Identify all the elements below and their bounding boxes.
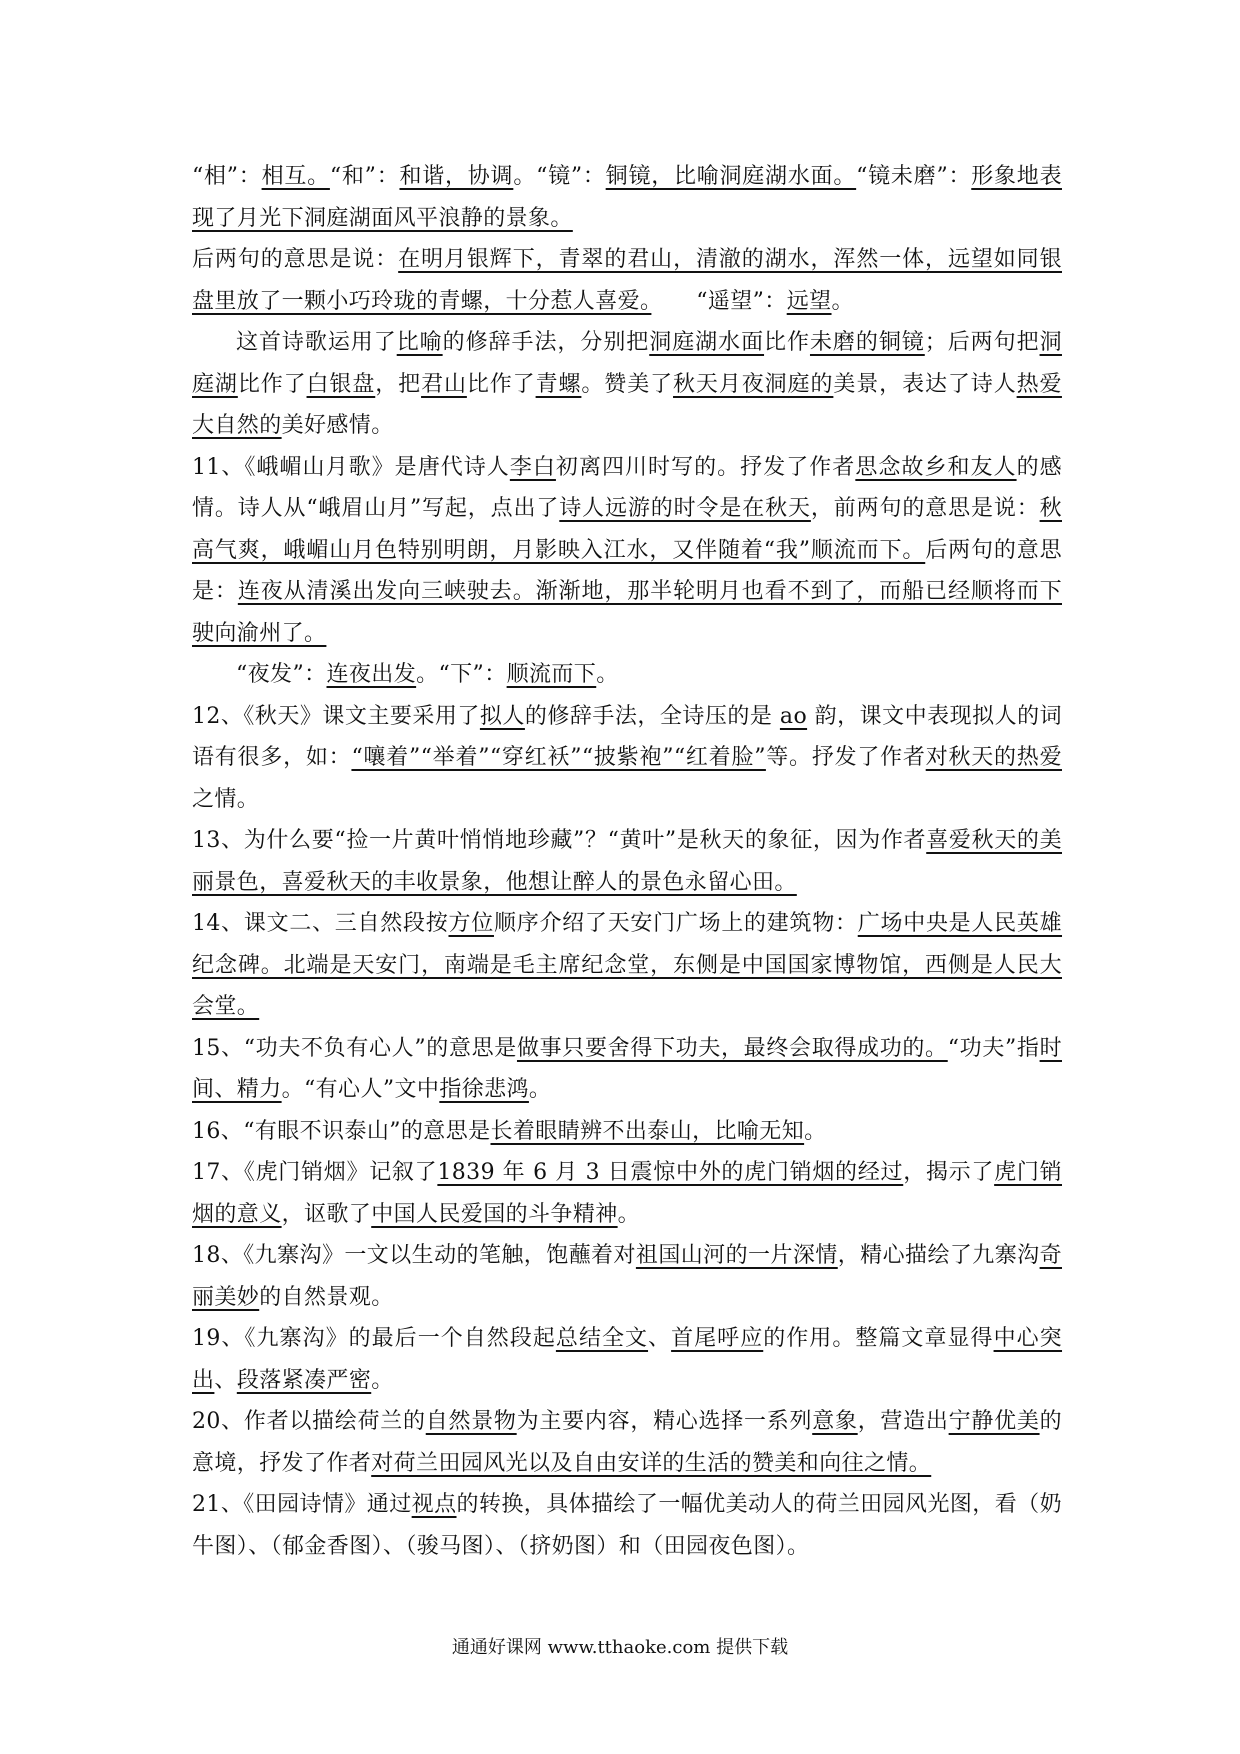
underlined-answer: 相互。	[261, 164, 330, 189]
paragraph-text: 13、为什么要“捡一片黄叶悄悄地珍藏”？“黄叶”是秋天的象征，因为作者	[192, 828, 927, 853]
paragraph	[192, 1111, 1062, 1153]
paragraph-text: 的转换，具体描绘了一幅优美动人的荷兰田园风光图，看（奶牛图）、（郁金香图）、（骏马图）、（挤奶图）和（田园夜色图）。	[192, 1492, 1062, 1559]
paragraph	[192, 447, 1062, 655]
paragraph-text: 韵，课文中表现拟人的词语有很多，如：	[192, 703, 1062, 770]
underlined-answer: ao	[779, 703, 808, 729]
paragraph-text: “和”：	[329, 164, 400, 189]
paragraph-text: 这首诗歌运用了	[236, 330, 397, 355]
paragraph-text: 、	[214, 1367, 237, 1393]
underlined-answer: 自然景物	[425, 1409, 517, 1434]
paragraph-text: 比作了	[237, 371, 307, 397]
paragraph-text: 的感情。诗人从“峨眉山月”写起，点出了	[192, 454, 1063, 521]
underlined-answer: 段落紧凑严密	[236, 1367, 372, 1393]
paragraph	[192, 820, 1062, 903]
paragraph	[192, 322, 1062, 447]
underlined-answer: 拟人	[479, 703, 525, 729]
underlined-answer: 形象地表现了月光下洞庭湖面风平浪静的景象。	[192, 164, 1062, 231]
underlined-answer: 意象	[812, 1409, 858, 1434]
paragraph-text: “镜未磨”：	[856, 164, 972, 189]
underlined-answer: 总结全文	[555, 1326, 649, 1351]
paragraph-text: 美好感情。	[281, 413, 394, 438]
paragraph-text: 的作用。整篇文章显得	[763, 1326, 994, 1351]
paragraph-text: 。	[804, 1118, 827, 1144]
paragraph-text: ；后两句把	[924, 330, 1040, 355]
underlined-answer: 连夜从清溪出发向三峡驶去。渐渐地，那半轮明月也看不到了，而船已经顺将而下驶向渝州了。	[192, 579, 1062, 646]
paragraph-text: 14、课文二、三自然段按	[192, 911, 449, 936]
underlined-answer: 思念故乡和友人	[855, 454, 1017, 480]
paragraph-text: 之情。	[192, 786, 260, 812]
paragraph-text: ，精心描绘了九寨沟	[837, 1243, 1040, 1268]
paragraph-text: 比作	[764, 330, 810, 355]
underlined-answer: 热爱大自然的	[192, 371, 1062, 438]
underlined-answer: 顺流而下	[506, 662, 597, 687]
paragraph-text: 。	[371, 1367, 394, 1393]
paragraph-text: 19、《九寨沟》的最后一个自然段起	[192, 1326, 556, 1351]
underlined-answer: 视点	[411, 1492, 457, 1517]
paragraph	[192, 696, 1062, 821]
paragraph-text: “夜发”：	[236, 662, 327, 687]
paragraph-text: ，营造出	[857, 1409, 949, 1434]
document-body	[192, 156, 1062, 1567]
paragraph	[192, 1235, 1062, 1318]
underlined-answer: 比喻	[396, 330, 443, 355]
paragraph-text: 17、《虎门销烟》记叙了	[192, 1160, 438, 1185]
underlined-answer: 李白	[509, 454, 556, 480]
paragraph-text: ，把	[375, 371, 422, 397]
paragraph-text: 。	[617, 1201, 641, 1227]
paragraph	[192, 1484, 1062, 1567]
underlined-answer: 未磨的铜镜	[809, 330, 925, 355]
paragraph-text: 美景，表达了诗人	[833, 371, 1017, 397]
paragraph	[192, 1401, 1062, 1484]
paragraph-text: 15、“功夫不负有心人”的意思是	[192, 1035, 517, 1061]
underlined-answer: 洞庭湖水面	[649, 330, 765, 355]
paragraph-text: 。	[831, 288, 854, 314]
underlined-answer: 君山	[421, 371, 467, 397]
paragraph-text: 。赞美了	[581, 371, 674, 397]
underlined-answer: 首尾呼应	[671, 1326, 764, 1351]
underlined-answer: 远望	[786, 288, 832, 314]
paragraph-text: 。“镜”：	[513, 164, 606, 189]
paragraph-text: 初离四川时写的。抒发了作者	[555, 454, 856, 480]
paragraph-text: 11、《峨嵋山月歌》是唐代诗人	[192, 454, 510, 480]
underlined-answer: 中心突出	[192, 1326, 1063, 1393]
paragraph	[192, 903, 1062, 1028]
underlined-answer: 和谐，协调	[399, 164, 514, 189]
paragraph-text: 比作了	[466, 371, 536, 397]
underlined-answer: 对荷兰田园风光以及自由安详的生活的赞美和向往之情。	[371, 1450, 932, 1476]
paragraph-text: 的修辞手法，全诗压的是	[524, 703, 780, 729]
underlined-answer: 对秋天的热爱	[925, 745, 1062, 770]
page-footer: 通通好课网 www.tthaoke.com 提供下载	[451, 1637, 789, 1658]
paragraph-text: “功夫”指	[947, 1035, 1040, 1061]
paragraph-text: 、	[648, 1326, 672, 1351]
underlined-answer: 秋天月夜洞庭的	[673, 371, 834, 397]
paragraph-text: 。“有心人”文中	[281, 1077, 440, 1102]
paragraph-text: “相”：	[192, 164, 262, 189]
paragraph-text: 21、《田园诗情》通过	[192, 1492, 412, 1517]
paragraph-text: ，前两句的意思是说：	[810, 496, 1040, 521]
paragraph-text: 。	[528, 1077, 552, 1102]
underlined-answer: 方位	[448, 911, 494, 936]
underlined-answer: 做事只要舍得下功夫，最终会取得成功的。	[516, 1035, 948, 1061]
underlined-answer: 喜爱秋天的美丽景色，喜爱秋天的丰收景象，他想让醉人的景色永留心田。	[192, 828, 1062, 895]
underlined-answer: 白银盘	[306, 371, 376, 397]
underlined-answer: 时间、精力	[192, 1035, 1062, 1102]
underlined-answer: 指徐悲鸿	[439, 1077, 529, 1102]
paragraph-text: ，讴歌了	[281, 1201, 372, 1227]
paragraph-text: 20、作者以描绘荷兰的	[192, 1409, 426, 1434]
underlined-answer: 洞庭湖	[192, 330, 1062, 397]
paragraph-text: 后两句的意思是说：	[192, 247, 399, 272]
paragraph-text: 后两句的意思是：	[192, 537, 1062, 604]
paragraph-text: 的修辞手法，分别把	[442, 330, 650, 355]
underlined-answer: 1839 年 6 月 3 日震惊中外的虎门销烟的经过	[437, 1160, 904, 1185]
underlined-answer: 祖国山河的一片深情	[635, 1243, 838, 1268]
underlined-answer: 奇丽美妙	[192, 1243, 1062, 1310]
underlined-answer: 秋高气爽，峨嵋山月色特别明朗，月影映入江水，又伴随着“我”顺流而下。	[192, 496, 1062, 563]
paragraph-text: ，揭示了	[903, 1160, 995, 1185]
underlined-answer: 中国人民爱国的斗争精神	[371, 1201, 618, 1227]
paragraph-text: 。“下”：	[416, 662, 507, 687]
paragraph-text: 12、《秋天》课文主要采用了	[192, 703, 480, 729]
underlined-answer: 长着眼睛辨不出泰山，比喻无知	[490, 1118, 805, 1144]
paragraph	[192, 156, 1062, 239]
underlined-answer: 青螺	[535, 371, 582, 397]
paragraph-text: 18、《九寨沟》一文以生动的笔触，饱蘸着对	[192, 1243, 636, 1268]
underlined-answer: 广场中央是人民英雄纪念碑。北端是天安门，南端是毛主席纪念堂，东侧是中国国家博物馆，西侧是人民大会堂。	[192, 911, 1063, 1019]
underlined-answer: “嚷着”“举着”“穿红袄”“披紫袍”“红着脸”	[351, 745, 766, 770]
paragraph	[192, 239, 1062, 322]
paragraph	[192, 1028, 1062, 1111]
underlined-answer: 虎门销烟的意义	[192, 1160, 1062, 1227]
paragraph-text: 的意境，抒发了作者	[192, 1409, 1062, 1476]
underlined-answer: 诗人远游的时令是在秋天	[559, 496, 811, 521]
paragraph	[192, 1318, 1062, 1401]
paragraph-text: 16、“有眼不识泰山”的意思是	[192, 1118, 491, 1144]
paragraph	[192, 654, 1062, 696]
paragraph-text: 的自然景观。	[259, 1284, 394, 1310]
paragraph-text: 为主要内容，精心选择一系列	[516, 1409, 813, 1434]
paragraph-text: “遥望”：	[651, 288, 787, 314]
paragraph-text: 顺序介绍了天安门广场上的建筑物：	[493, 911, 858, 936]
underlined-answer: 铜镜，比喻洞庭湖水面。	[605, 164, 857, 189]
underlined-answer: 在明月银辉下，青翠的君山，清澈的湖水，浑然一体，远望如同银盘里放了一颗小巧玲珑的青螺，十分惹人喜爱。	[192, 247, 1062, 314]
underlined-answer: 宁静优美	[948, 1409, 1040, 1434]
paragraph-text: 。	[596, 662, 619, 687]
underlined-answer: 连夜出发	[326, 662, 417, 687]
paragraph-text: 等。抒发了作者	[765, 745, 926, 770]
paragraph	[192, 1152, 1062, 1235]
